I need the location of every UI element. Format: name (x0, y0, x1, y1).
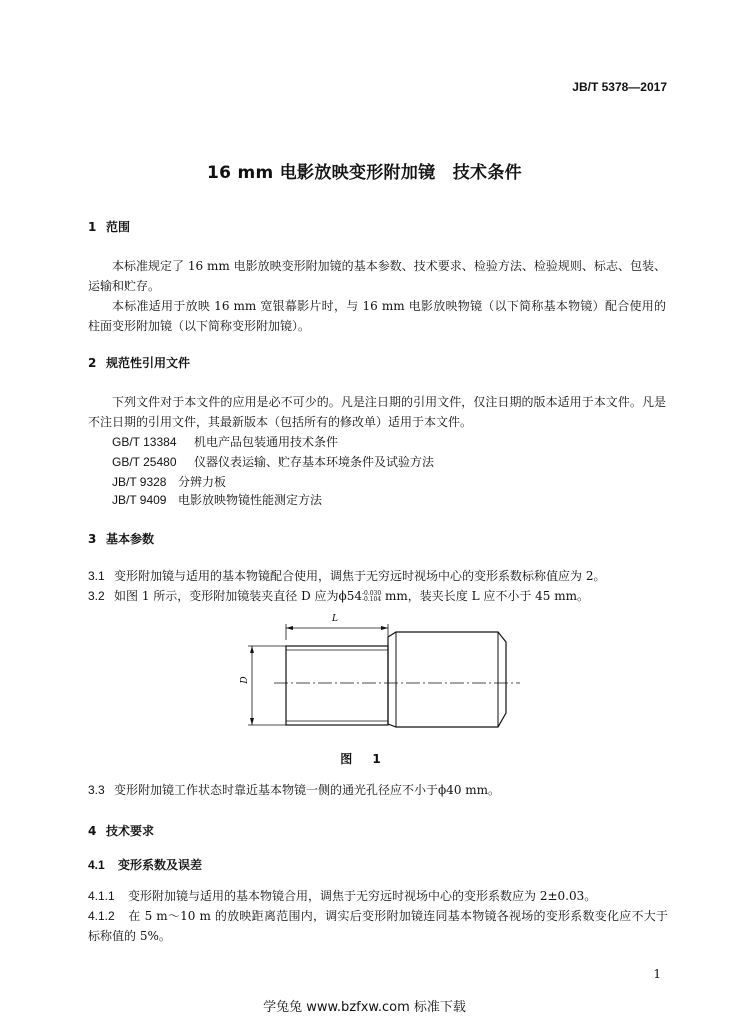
section-number: 4 (88, 824, 97, 838)
clause-text-part-2: mm，装夹长度 L 应不小于 45 mm。 (381, 589, 590, 603)
watermark-footer[interactable]: 学兔兔 www.bzfxw.com 标准下载 (263, 1000, 466, 1015)
diameter-tolerance (362, 591, 381, 603)
clause-3-3 (88, 780, 668, 800)
subsection-4-1-heading (88, 856, 202, 873)
figure-caption: 图 1 (340, 752, 389, 766)
section-number: 3 (88, 532, 97, 546)
tolerance-upper: -0.030 (361, 589, 382, 597)
section-1-paragraph-2: 本标准适用于放映 16 mm 宽银幕影片时，与 16 mm 电影放映物镜（以下简称基本物镜）配合使用的柱面变形附加镜（以下简称变形附加镜）。 (88, 299, 666, 333)
clause-text-part-1: 如图 1 所示，变形附加镜装夹直径 D 应为ϕ54 (114, 589, 362, 603)
section-2-heading (88, 354, 190, 371)
section-title: 规范性引用文件 (106, 356, 191, 370)
section-number: 2 (88, 356, 97, 370)
document-title: 16 mm 电影放映变形附加镜 技术条件 (207, 163, 522, 183)
label-L: L (332, 614, 338, 624)
clause-3-2 (88, 586, 668, 606)
clause-number: 4.1.2 (88, 909, 115, 923)
clause-3-1 (88, 566, 668, 586)
reference-title: 机电产品包装通用技术条件 (194, 435, 339, 449)
clause-text: 变形附加镜与适用的基本物镜配合使用，调焦于无穷远时视场中心的变形系数标称值应为 2。 (114, 569, 606, 583)
clause-number: 3.2 (88, 589, 105, 603)
clause-number: 4.1.1 (88, 889, 115, 903)
standard-number: JB/T 5378—2017 (572, 80, 667, 94)
reference-item (112, 491, 322, 508)
arrowhead (250, 718, 254, 725)
page-number: 1 (653, 967, 661, 981)
section-number: 1 (88, 220, 97, 234)
label-D: D (240, 676, 250, 684)
reference-title: 电影放映物镜性能测定方法 (178, 493, 323, 507)
section-3-heading (88, 530, 154, 547)
section-title: 技术要求 (106, 824, 155, 838)
clause-4-1-1 (88, 886, 668, 906)
lens-body (388, 632, 506, 727)
subsection-number: 4.1 (88, 858, 105, 872)
subsection-title: 变形系数及误差 (118, 858, 203, 872)
reference-item (112, 433, 338, 450)
arrowhead (381, 626, 388, 630)
arrowhead (286, 626, 293, 630)
section-1-heading (88, 218, 130, 235)
reference-code: JB/T 9409 (112, 493, 167, 507)
reference-item (112, 453, 434, 470)
figure-1-drawing (236, 606, 526, 730)
clause-text: 变形附加镜工作状态时靠近基本物镜一侧的通光孔径应不小于ϕ40 mm。 (114, 783, 501, 797)
section-2-paragraph: 下列文件对于本文件的应用是必不可少的。凡是注日期的引用文件，仅注日期的版本适用于本文件。凡是不注日期的引用文件，其最新版本（包括所有的修改单）适用于本文件。 (88, 395, 666, 429)
section-title: 范围 (106, 220, 131, 234)
reference-title: 分辨力板 (178, 475, 227, 489)
reference-item (112, 473, 226, 490)
clause-4-1-2 (88, 906, 668, 946)
arrowhead (250, 646, 254, 653)
clause-number: 3.3 (88, 783, 105, 797)
section-4-heading (88, 822, 154, 839)
section-1-paragraph-1: 本标准规定了 16 mm 电影放映变形附加镜的基本参数、技术要求、检验方法、检验规则、标志、包装、运输和贮存。 (88, 259, 666, 293)
clause-number: 3.1 (88, 569, 105, 583)
reference-code: JB/T 9328 (112, 475, 167, 489)
reference-title: 仪器仪表运输、贮存基本环境条件及试验方法 (194, 455, 435, 469)
clause-text: 在 5 m～10 m 的放映距离范围内，调实后变形附加镜连同基本物镜各视场的变形系数变化应不大于标称值的 5%。 (88, 909, 668, 943)
reference-code: GB/T 25480 (112, 455, 177, 469)
tolerance-lower: -0.104 (361, 595, 382, 603)
reference-code: GB/T 13384 (112, 435, 177, 449)
clause-text: 变形附加镜与适用的基本物镜合用，调焦于无穷远时视场中心的变形系数应为 2±0.03。 (128, 889, 597, 903)
mounting-cylinder (286, 646, 388, 725)
section-title: 基本参数 (106, 532, 155, 546)
